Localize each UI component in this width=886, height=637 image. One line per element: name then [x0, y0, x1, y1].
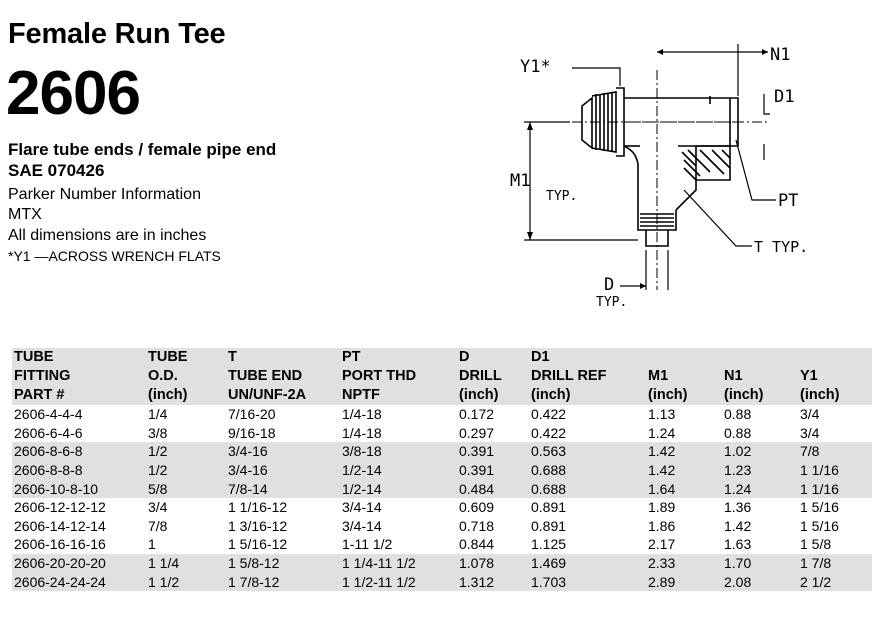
table-cell: 2.17	[648, 536, 676, 553]
part-series-number: 2606	[6, 59, 140, 128]
dimensions-table	[12, 348, 872, 591]
label-pt: PT	[778, 191, 799, 211]
table-cell: 1/2-14	[342, 462, 382, 479]
subtitle-standard: SAE 070426	[8, 161, 105, 180]
table-cell: 3/8	[148, 424, 168, 441]
table-cell: 3/8-18	[342, 443, 382, 460]
table-cell: 5/8	[148, 480, 168, 497]
table-cell: 1.02	[724, 443, 752, 460]
table-cell: 1.13	[648, 406, 676, 423]
col-header-y1: Y1 (inch)	[800, 368, 840, 403]
table-cell: 1 5/16	[800, 517, 839, 534]
table-row	[12, 405, 872, 424]
table-cell: 2606-8-8-8	[14, 462, 83, 479]
table-cell: 2606-12-12-12	[14, 499, 106, 516]
table-cell: 1 3/16-12	[228, 517, 288, 534]
table-cell: 2606-24-24-24	[14, 573, 106, 590]
page-title: Female Run Tee	[8, 18, 226, 50]
table-row	[12, 535, 872, 554]
table-cell: 2606-16-16-16	[14, 536, 106, 553]
table-header-row	[12, 348, 872, 405]
table-cell: 1 5/8	[800, 536, 832, 553]
table-cell: 1 5/8-12	[228, 555, 280, 572]
table-cell: 2606-20-20-20	[14, 555, 106, 572]
table-cell: 1.42	[648, 443, 676, 460]
table-row	[12, 479, 872, 498]
table-cell: 1 1/4-11 1/2	[342, 555, 416, 572]
col-header-tube-od: TUBE O.D. (inch)	[148, 349, 188, 403]
dimension-arrows	[527, 49, 768, 289]
table-cell: 0.391	[459, 462, 495, 479]
table-cell: 1/2-14	[342, 480, 382, 497]
info-line-mtx: MTX	[8, 206, 42, 223]
subtitle-description: Flare tube ends / female pipe end	[8, 140, 277, 159]
table-cell: 1.24	[648, 424, 676, 441]
table-row	[12, 572, 872, 591]
col-header-port-thd: PT PORT THD NPTF	[342, 349, 417, 403]
info-line-units: All dimensions are in inches	[8, 227, 207, 244]
label-m1: M1	[510, 171, 531, 191]
table-cell: 1.42	[724, 517, 752, 534]
info-line-parker: Parker Number Information	[8, 186, 201, 203]
table-row	[12, 442, 872, 461]
table-cell: 0.391	[459, 443, 495, 460]
table-body	[12, 405, 872, 591]
table-cell: 0.422	[531, 406, 567, 423]
table-cell: 1.64	[648, 480, 676, 497]
table-cell: 2606-6-4-6	[14, 424, 83, 441]
table-cell: 3/4-14	[342, 499, 382, 516]
table-cell: 2.89	[648, 573, 676, 590]
tee-fitting-drawing	[500, 40, 830, 320]
table-cell: 1 7/8-12	[228, 573, 280, 590]
label-t-typ: T TYP.	[754, 238, 809, 256]
table-cell: 0.891	[531, 517, 567, 534]
table-cell: 2.08	[724, 573, 752, 590]
table-cell: 0.484	[459, 480, 495, 497]
table-cell: 1-11 1/2	[342, 536, 393, 553]
tee-body-outline	[572, 70, 770, 290]
table-cell: 1	[148, 536, 156, 553]
table-cell: 2606-4-4-4	[14, 406, 83, 423]
table-cell: 9/16-18	[228, 424, 276, 441]
table-cell: 1.70	[724, 555, 752, 572]
table-cell: 1.42	[648, 462, 676, 479]
table-cell: 1.24	[724, 480, 752, 497]
table-cell: 1 1/2	[148, 573, 180, 590]
table-cell: 0.422	[531, 424, 567, 441]
col-header-part: TUBE FITTING PART #	[14, 349, 71, 403]
table-cell: 1 1/16	[800, 462, 839, 479]
label-d-typ: TYP.	[596, 295, 628, 310]
table-cell: 1/2	[148, 462, 168, 479]
table-cell: 0.688	[531, 480, 567, 497]
table-cell: 2606-14-12-14	[14, 517, 106, 534]
table-cell: 0.844	[459, 536, 495, 553]
dimensions-table-container	[12, 348, 872, 592]
table-cell: 1.23	[724, 462, 752, 479]
table-cell: 0.891	[531, 499, 567, 516]
table-cell: 2606-8-6-8	[14, 443, 83, 460]
label-m1-typ: TYP.	[546, 189, 578, 204]
table-cell: 1.469	[531, 555, 567, 572]
table-cell: 1 5/16-12	[228, 536, 288, 553]
table-cell: 1 1/2-11 1/2	[342, 573, 416, 590]
table-cell: 0.688	[531, 462, 567, 479]
table-cell: 1.703	[531, 573, 567, 590]
label-y1: Y1*	[520, 57, 551, 77]
table-cell: 1/2	[148, 443, 168, 460]
table-cell: 1/4	[148, 406, 168, 423]
table-cell: 1.63	[724, 536, 752, 553]
table-cell: 0.88	[724, 406, 752, 423]
table-cell: 0.297	[459, 424, 495, 441]
table-cell: 3/4	[800, 406, 820, 423]
col-header-n1: N1 (inch)	[724, 368, 764, 403]
table-cell: 3/4	[148, 499, 168, 516]
table-cell: 1 1/16	[800, 480, 839, 497]
table-cell: 1.36	[724, 499, 752, 516]
col-header-drill-ref: D1 DRILL REF (inch)	[531, 349, 607, 403]
table-cell: 7/8	[800, 443, 820, 460]
table-cell: 0.609	[459, 499, 495, 516]
table-cell: 2.33	[648, 555, 676, 572]
footnote-wrench-flats: *Y1 —ACROSS WRENCH FLATS	[8, 248, 221, 264]
table-cell: 1.89	[648, 499, 676, 516]
table-cell: 1.078	[459, 555, 495, 572]
table-cell: 1.312	[459, 573, 495, 590]
table-cell: 1 5/16	[800, 499, 839, 516]
table-cell: 1 1/4	[148, 555, 180, 572]
table-cell: 3/4-16	[228, 443, 268, 460]
table-row	[12, 424, 872, 443]
col-header-drill: D DRILL (inch)	[459, 349, 502, 403]
table-cell: 0.563	[531, 443, 567, 460]
table-cell: 3/4	[800, 424, 820, 441]
table-cell: 7/8	[148, 517, 168, 534]
label-d: D	[604, 275, 615, 295]
table-cell: 2606-10-8-10	[14, 480, 99, 497]
table-cell: 2 1/2	[800, 573, 832, 590]
table-cell: 1/4-18	[342, 424, 382, 441]
table-cell: 1.86	[648, 517, 676, 534]
dimension-lines	[524, 44, 776, 290]
label-n1: N1	[770, 45, 791, 65]
table-cell: 3/4-14	[342, 517, 382, 534]
table-cell: 1/4-18	[342, 406, 382, 423]
table-cell: 0.718	[459, 517, 495, 534]
label-d1: D1	[774, 87, 795, 107]
table-row	[12, 517, 872, 536]
table-cell: 1.125	[531, 536, 567, 553]
table-row	[12, 498, 872, 517]
table-cell: 0.88	[724, 424, 752, 441]
table-cell: 1 1/16-12	[228, 499, 288, 516]
table-row	[12, 554, 872, 573]
col-header-m1: M1 (inch)	[648, 368, 688, 403]
col-header-tube-end: T TUBE END UN/UNF-2A	[228, 349, 307, 403]
table-row	[12, 461, 872, 480]
table-cell: 0.172	[459, 406, 495, 423]
table-cell: 3/4-16	[228, 462, 268, 479]
table-cell: 7/16-20	[228, 406, 276, 423]
table-cell: 1 7/8	[800, 555, 832, 572]
table-cell: 7/8-14	[228, 480, 268, 497]
